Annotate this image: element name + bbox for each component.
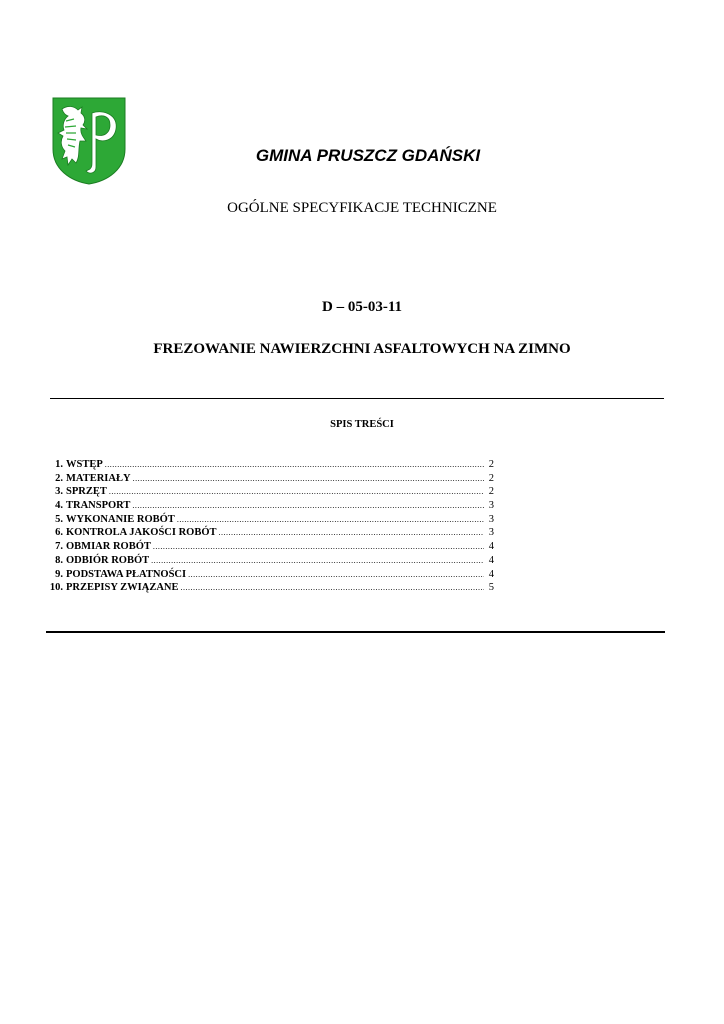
toc-dot-leader [153, 540, 484, 554]
toc-entry-page: 3 [488, 500, 494, 512]
toc-entry-page: 5 [488, 582, 494, 594]
toc-entry-page: 3 [488, 513, 494, 525]
toc-dot-leader [181, 581, 484, 595]
toc-entry-page: 4 [488, 541, 494, 553]
toc-dot-leader [133, 472, 484, 486]
toc-entry-label: KONTROLA JAKOŚCI ROBÓT [66, 527, 217, 539]
spec-code: D – 05-03-11 [322, 299, 402, 315]
toc-dot-leader [188, 568, 484, 582]
toc-entry-number: 9. [55, 568, 63, 580]
toc-entry-number: 1. [55, 459, 63, 470]
toc-entry-number: 8. [55, 554, 63, 566]
document-type: OGÓLNE SPECYFIKACJE TECHNICZNE [227, 200, 497, 216]
toc-entry[interactable] [46, 526, 494, 540]
toc-entry-page: 2 [488, 459, 494, 470]
toc-entry-page: 4 [488, 554, 494, 566]
toc-dot-leader [219, 526, 484, 540]
toc-entry-number: 6. [55, 527, 63, 539]
spec-title: FREZOWANIE NAWIERZCHNI ASFALTOWYCH NA ZIMNO [153, 341, 571, 357]
toc-entry-number: 7. [55, 541, 63, 553]
toc-entry[interactable] [46, 472, 494, 486]
toc-entry-label: PRZEPISY ZWIĄZANE [66, 582, 179, 594]
toc-entry-label: PODSTAWA PŁATNOŚCI [66, 568, 187, 580]
toc-entry-number: 3. [55, 486, 63, 498]
table-of-contents [46, 458, 494, 595]
toc-heading: SPIS TREŚCI [330, 419, 394, 430]
bottom-divider [46, 631, 665, 633]
toc-entry[interactable] [46, 485, 494, 499]
toc-dot-leader [177, 513, 484, 527]
toc-dot-leader [109, 485, 484, 499]
toc-entry[interactable] [46, 513, 494, 527]
toc-entry-number: 4. [55, 500, 63, 512]
toc-entry[interactable] [46, 540, 494, 554]
toc-entry-label: TRANSPORT [66, 500, 131, 512]
toc-dot-leader [132, 499, 484, 513]
toc-entry-page: 3 [488, 527, 494, 539]
municipality-name: GMINA PRUSZCZ GDAŃSKI [255, 146, 481, 165]
toc-entry-number: 2. [55, 472, 63, 484]
coat-of-arms-icon [52, 97, 126, 185]
toc-entry[interactable] [46, 554, 494, 568]
toc-entry[interactable] [46, 568, 494, 582]
toc-entry-label: OBMIAR ROBÓT [66, 541, 151, 553]
toc-entry-page: 2 [488, 472, 494, 484]
toc-entry-page: 4 [488, 568, 494, 580]
toc-entry[interactable] [46, 581, 494, 595]
toc-entry-page: 2 [488, 486, 494, 498]
toc-entry-label: WYKONANIE ROBÓT [66, 513, 175, 525]
top-divider [50, 398, 664, 399]
toc-entry-label: ODBIÓR ROBÓT [66, 554, 150, 566]
toc-dot-leader [151, 554, 484, 568]
toc-dot-leader [105, 458, 484, 472]
toc-entry-label: MATERIAŁY [66, 472, 131, 484]
toc-entry[interactable] [46, 458, 494, 472]
toc-entry-number: 5. [55, 513, 63, 525]
toc-entry-number: 10. [49, 582, 63, 594]
toc-entry-label: SPRZĘT [66, 486, 107, 498]
toc-entry-label: WSTĘP [66, 459, 103, 470]
toc-entry[interactable] [46, 499, 494, 513]
